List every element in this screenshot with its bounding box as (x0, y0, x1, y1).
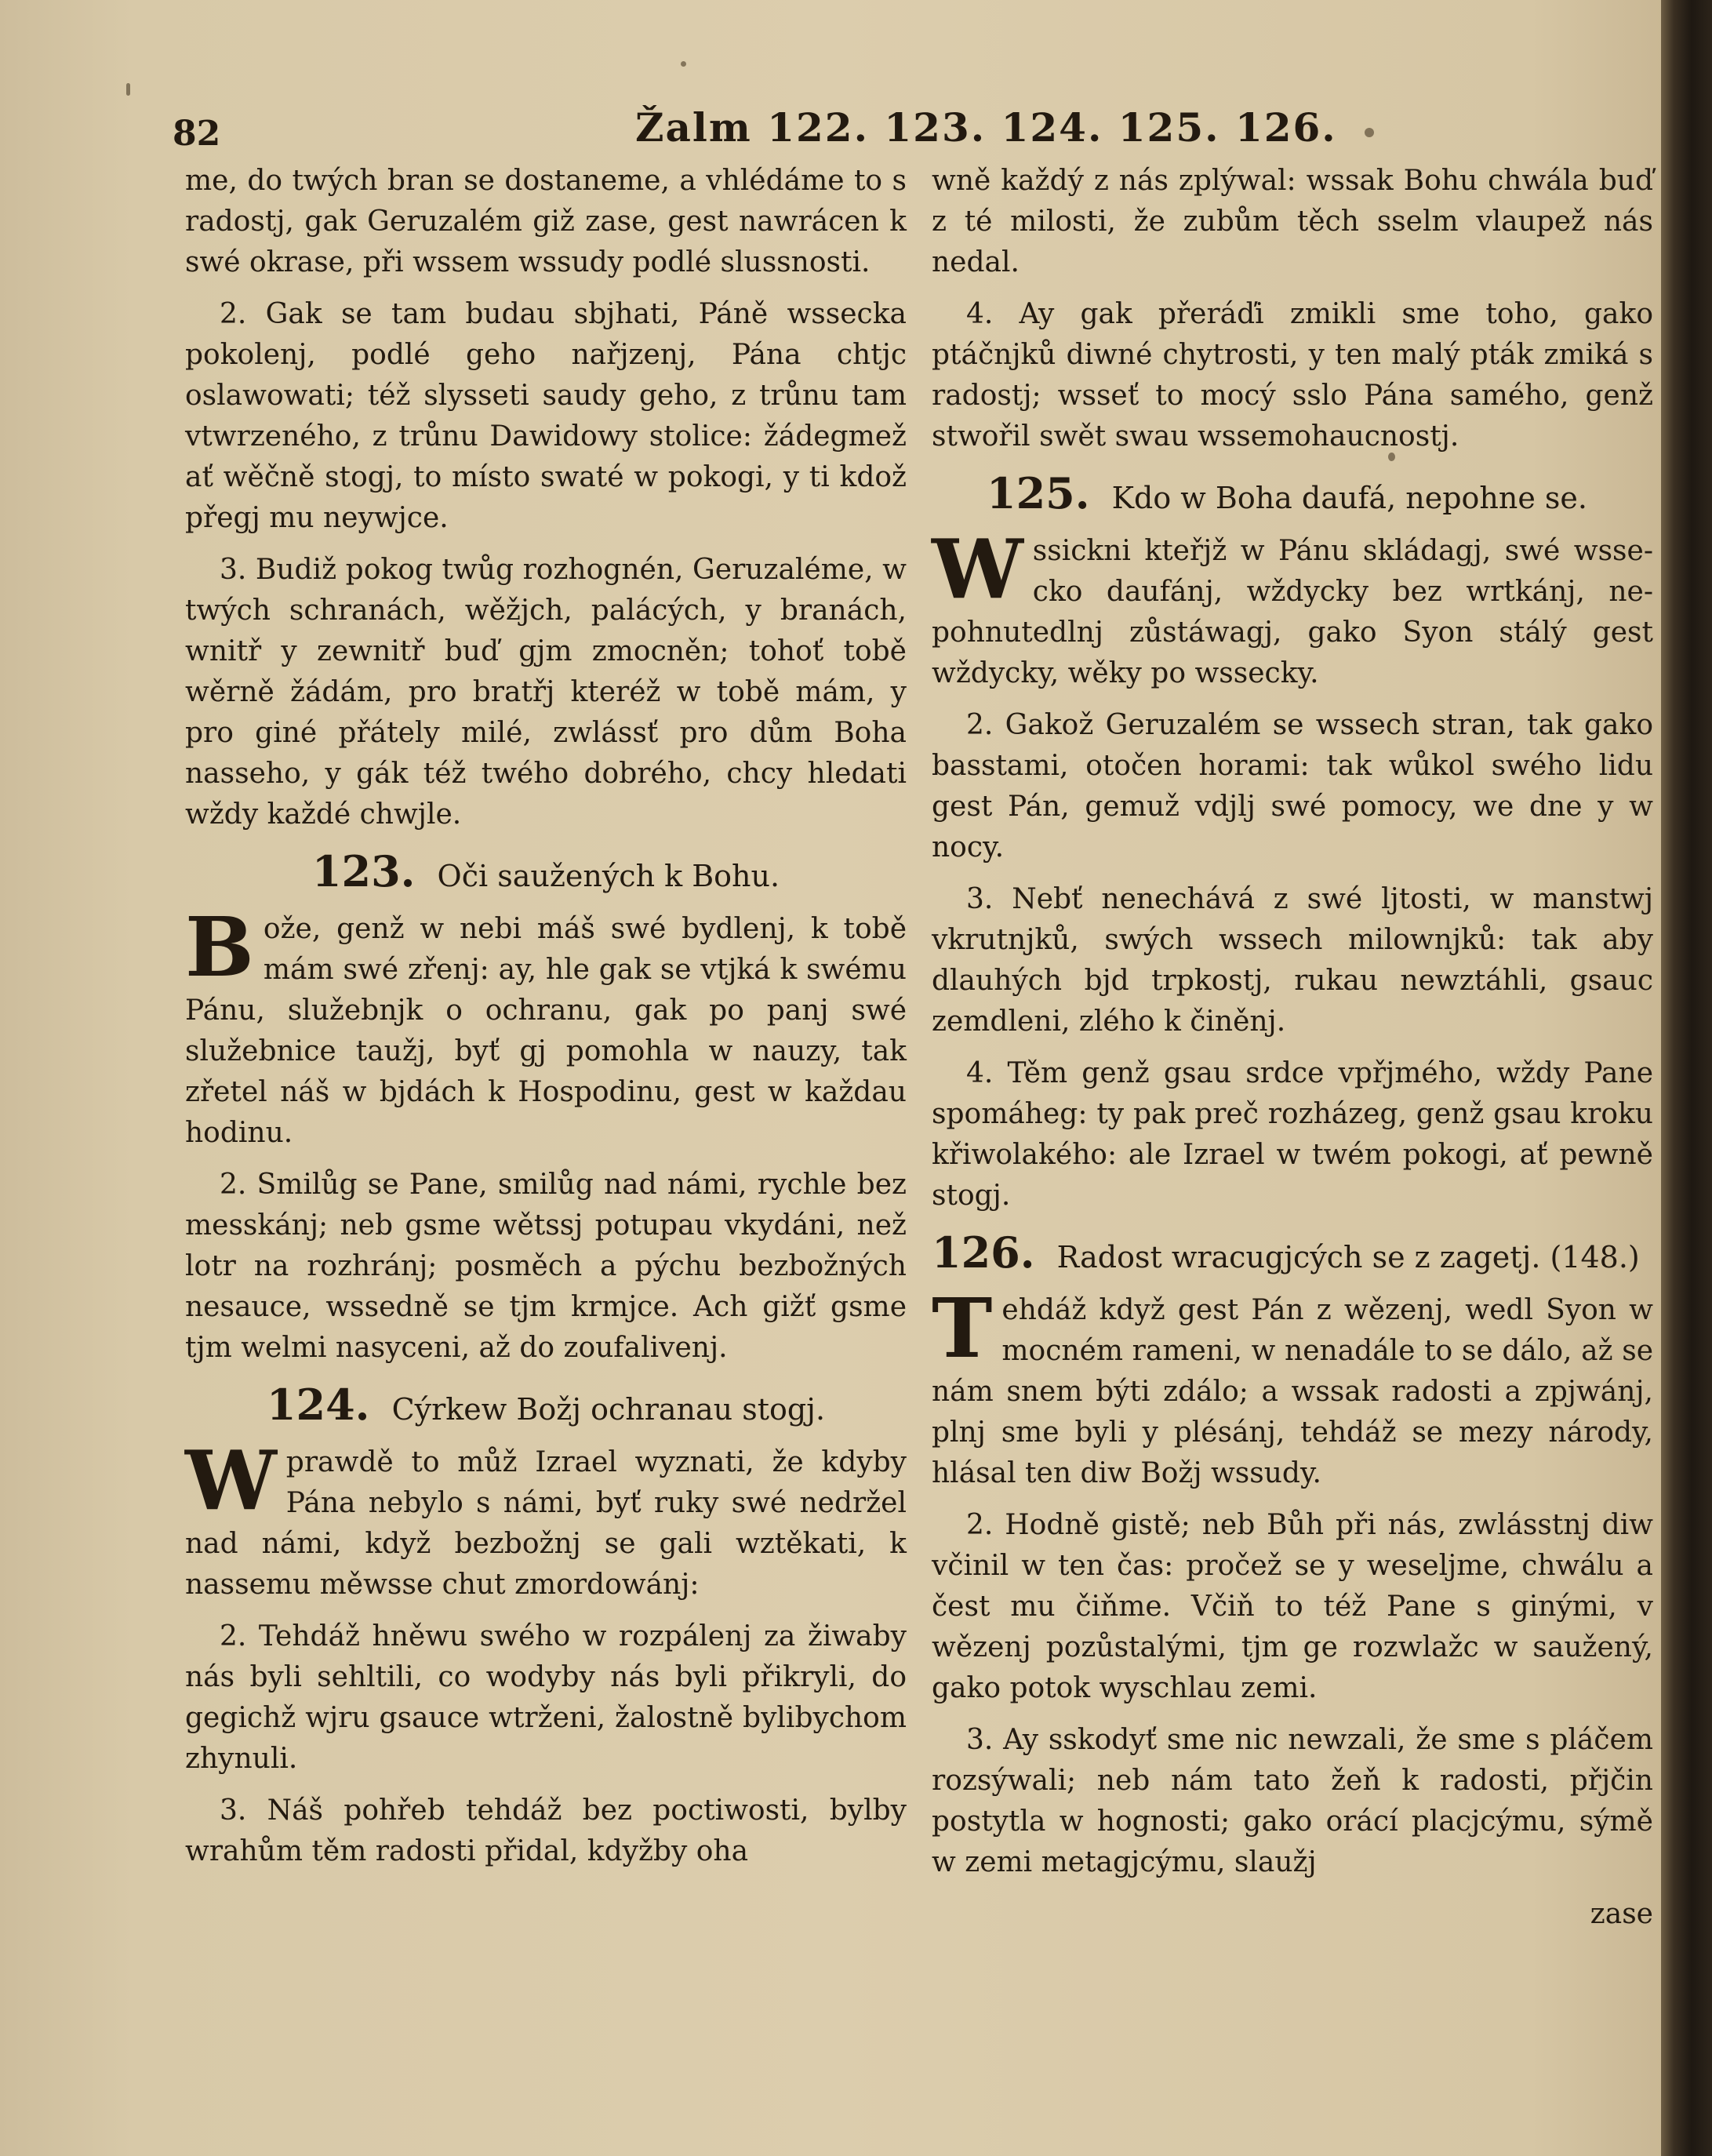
verse-text: ehdáž když gest Pán z wězenj, wedl Syon w mocném rameni, w nenadále to se dálo, až se nám snem býti zdálo; a wssak radosti a zpjwánj, plnj sme byli y plésánj, tehdáž se mezy národy, hlásal ten diw Božj wssudy. (932, 1294, 1653, 1489)
psalm-122-verse-2: 2. Gak se tam budau sbjhati, Páně wssecka pokolenj, podlé geho nařjzenj, Pána chtjc oslawowati; též slysseti saudy geho, z trůnu tam vtwrzeného, z trůnu Dawidowy stolice: žádegmež ať wěčně stogj, to místo swaté w pokogi, y ti kdož přegj mu neywjce. (185, 298, 907, 534)
drop-cap: W (932, 521, 1023, 617)
psalm-125-heading (932, 468, 1653, 520)
psalm-123-heading (185, 846, 907, 898)
verse-text: ože, genž w nebi máš swé bydlenj, k tobě mám swé zřenj: ay, hle gak se vtjká k swému Pánu, služebnjk o ochranu, gak po panj swé služebnice taužj, byť gj pomohla w nauzy, tak zřetel náš w bjdách k Hospodinu, gest w každau hodinu. (185, 913, 907, 1149)
ink-speck (126, 83, 130, 96)
ink-speck (681, 61, 686, 67)
psalm-title: Kdo w Boha daufá, nepohne se. (1111, 481, 1587, 515)
page-header (173, 98, 1647, 153)
psalm-124-verse-1 (185, 1432, 907, 1605)
psalm-124-heading (185, 1380, 907, 1431)
psalm-126-heading (932, 1227, 1653, 1279)
drop-cap: W (185, 1432, 277, 1529)
left-column (185, 161, 907, 1883)
psalm-126-verse-1 (932, 1280, 1653, 1494)
verse-text: prawdě to můž Izrael wyznati, že kdyby Pána nebylo s námi, byť ruky swé nedržel nad námi, když bezbožnj se gali wztěkati, k nassemu měwsse chut zmordowánj: (185, 1446, 907, 1601)
psalm-title: Cýrkew Božj ochranau stogj. (391, 1392, 826, 1427)
page-number: 82 (173, 114, 221, 154)
psalm-124-verse-3: 3. Náš pohřeb tehdáž bez poctiwosti, bylby wrahům těm radosti přidal, kdyžby oha (185, 1794, 907, 1867)
psalm-number: 123. (311, 846, 416, 896)
psalm-123-verse-1 (185, 899, 907, 1154)
running-title: Žalm 122. 123. 124. 125. 126. (635, 104, 1337, 151)
psalm-126-verse-3: 3. Ay sskodyť sme nic newzali, že sme s pláčem rozsýwali; neb nám tato žeň k radosti, přjčin postytla w hognosti; gako orácí placjcýmu, sýmě w zemi metagjcýmu, slaužj (932, 1724, 1653, 1878)
psalm-number: 126. (932, 1227, 1035, 1278)
psalm-number: 125. (987, 468, 1090, 518)
catchword: zase (1590, 1898, 1653, 1930)
psalm-124-verse-2: 2. Tehdáž hněwu swého w rozpálenj za žiwaby nás byli sehltili, co wodyby nás byli přikryli, do gegichž wjru gsauce wtrženi, žalostně bylibychom zhynuli. (185, 1620, 907, 1775)
psalm-125-verse-1 (932, 521, 1653, 694)
psalm-number: 124. (266, 1380, 370, 1430)
psalm-title: Oči saužených k Bohu. (437, 859, 780, 893)
drop-cap: B (185, 899, 254, 995)
psalm-125-verse-3: 3. Nebť nenechává z swé ljtosti, w manstwj vkrutnjků, swých wssech milownjků: tak aby dlauhých bjd trpkostj, rukau newztáhli, gsauc zemdleni, zlého k činěnj. (932, 883, 1653, 1038)
psalm-124-verse-4: 4. Ay gak přeráďi zmikli sme toho, gako ptáčnjků diwné chytrosti, y ten malý pták zmiká s radostj; wsseť to mocý sslo Pána samého, genž stwořil swět swau wssemohaucnostj. (932, 298, 1653, 453)
psalm-title: Radost wracugjcých se z zagetj. (148.) (1056, 1240, 1640, 1274)
psalm-122-verse-3: 3. Budiž pokog twůg rozhognén, Geruzaléme, w twých schranách, wěžjch, palácých, y branách, wnitř y zewnitř buď gjm zmocněn; tohoť tobě wěrně žádám, pro bratřj kteréž w tobě mám, y pro giné přátely milé, zwlássť pro dům Boha nasseho, y gák též twého dobrého, chcy hledati wždy každé chwjle. (185, 554, 907, 831)
psalm-122-continuation: me, do twých bran se dostaneme, a vhlédáme to s radostj, gak Geruzalém giž zase, gest nawrácen k swé okrase, při wssem wssudy podlé slussnosti. (185, 165, 907, 278)
psalm-124-continuation: wně každý z nás zplýwal: wssak Bohu chwála buď z té milosti, že zubům těch sselm vlaupež nás nedal. (932, 165, 1653, 278)
drop-cap: T (932, 1280, 993, 1376)
verse-text: ssickni kteřjž w Pánu skládagj, swé wssecko daufánj, wždycky bez wrtkánj, nepohnutedlnj zůstáwagj, gako Syon stálý gest wždycky, wěky po wssecky. (932, 535, 1653, 689)
psalm-125-verse-4: 4. Těm genž gsau srdce vpřjmého, wždy Pane spomáheg: ty pak preč rozházeg, genž gsau kroku křiwolakého: ale Izrael w twém pokogi, ať pewně stogj. (932, 1057, 1653, 1212)
psalm-123-verse-2: 2. Smilůg se Pane, smilůg nad námi, rychle bez messkánj; neb gsme wětssj potupau vkydáni, než lotr na rozhránj; posměch a pýchu bezbožných nesauce, wssedně se tjm krmjce. Ach gižť gsme tjm welmi nasyceni, až do zoufalivenj. (185, 1169, 907, 1364)
psalm-125-verse-2: 2. Gakož Geruzalém se wssech stran, tak gako basstami, otočen horami: tak wůkol swého lidu gest Pán, gemuž vdjlj swé pomocy, we dne y w nocy. (932, 709, 1653, 863)
book-binding-edge (1661, 0, 1712, 2156)
psalm-126-verse-2: 2. Hodně gistě; neb Bůh při nás, zwlásstnj diw včinil w ten čas: pročež se y weseljme, chwálu a čest mu čiňme. Včiň to též Pane s ginými, v wězenj pozůstalými, tjm ge rozwlažc w saužený, gako potok wyschlau zemi. (932, 1509, 1653, 1704)
right-column (932, 161, 1653, 1935)
